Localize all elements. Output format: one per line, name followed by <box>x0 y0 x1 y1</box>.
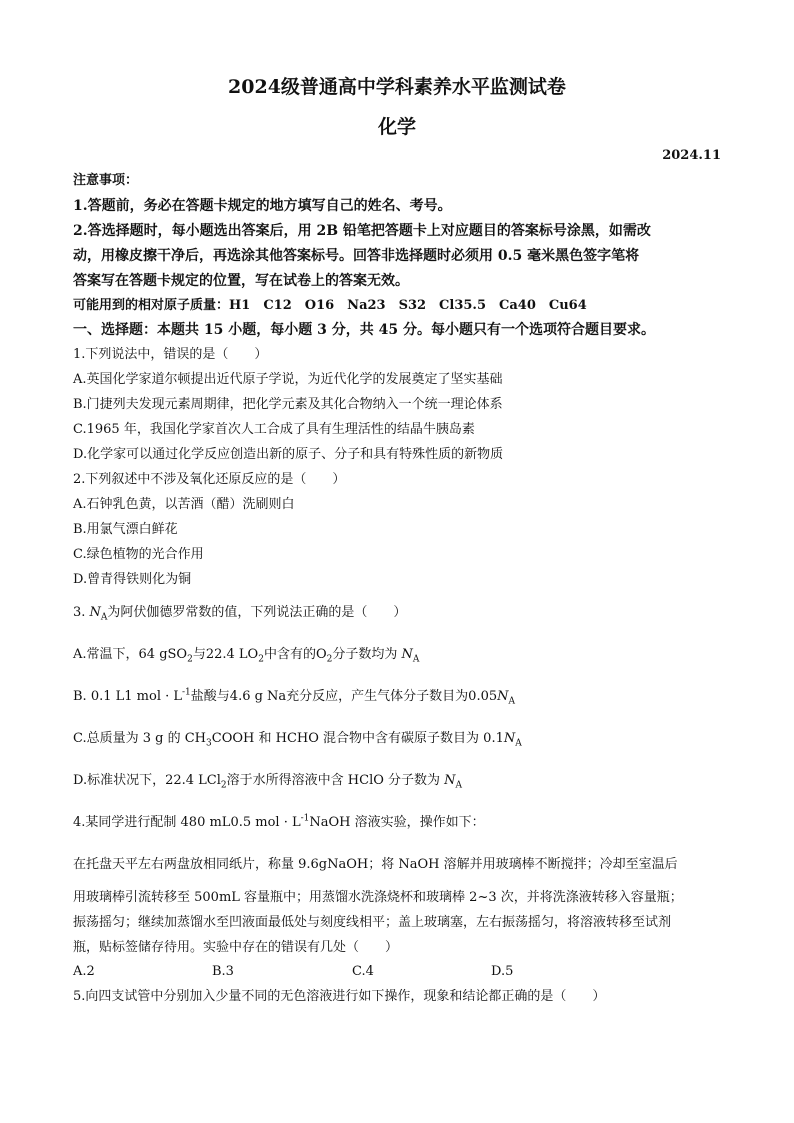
note-2-line-3: 答案写在答题卡规定的位置，写在试卷上的答案无效。 <box>73 273 409 289</box>
q4-option-c: C.4 <box>352 964 374 979</box>
section-1-heading: 一、选择题：本题共 15 小题，每小题 3 分，共 45 分。每小题只有一个选项符合题目要求。 <box>73 322 655 338</box>
notes-heading: 注意事项： <box>73 173 139 188</box>
q4-paragraph-line-4: 瓶，贴标签储存待用。实验中存在的错误有几处（ ） <box>73 940 399 955</box>
q2-option-b: B.用氯气漂白鲜花 <box>73 522 178 537</box>
q3-option-c: C.总质量为 3 g 的 $CH_3COOH$ 和 HCHO 混合物中含有碳原子数目为 $0.1N_A$ <box>73 731 522 749</box>
exam-date: 2024.11 <box>662 148 721 163</box>
note-2-line-1: 2.答选择题时，每小题选出答案后，用 2B 铅笔把答题卡上对应题目的答案标号涂黑，如需改 <box>73 223 651 239</box>
exam-title: 2024级普通高中学科素养水平监测试卷 <box>228 76 566 98</box>
q1-option-c: C.1965 年，我国化学家首次人工合成了具有生理活性的结晶牛胰岛素 <box>73 422 475 437</box>
q3-option-d: D.标准状况下，22.4 LCl$_2$溶于水所得溶液中含 HClO 分子数为 $N_A$ <box>73 773 463 791</box>
q1-stem: 1.下列说法中，错误的是（ ） <box>73 347 268 362</box>
q4-paragraph-line-3: 振荡摇匀；继续加蒸馏水至凹液面最低处与刻度线相平；盖上玻璃塞，左右振荡摇匀，将溶液转移至试剂 <box>73 915 672 930</box>
q3-option-b: B. 0.1 L1 mol · $L^{-1}$盐酸与4.6 g Na充分反应，产生气体分子数目为$0.05N_A$ <box>73 687 516 707</box>
q4-paragraph-line-2: 用玻璃棒引流转移至 500mL 容量瓶中；用蒸馏水洗涤烧杯和玻璃棒 2~3 次，并将洗涤液转移入容量瓶； <box>73 890 683 905</box>
q2-option-a: A.石钟乳色黄，以苦酒（醋）洗刷则白 <box>73 497 295 512</box>
q1-option-b: B.门捷列夫发现元素周期律，把化学元素及其化合物纳入一个统一理论体系 <box>73 397 503 412</box>
q2-option-c: C.绿色植物的光合作用 <box>73 547 204 562</box>
q1-option-d: D.化学家可以通过化学反应创造出新的原子、分子和具有特殊性质的新物质 <box>73 447 504 462</box>
q2-option-d: D.曾青得铁则化为铜 <box>73 572 192 587</box>
q4-option-d: D.5 <box>491 964 514 979</box>
q4-option-a: A.2 <box>73 964 95 979</box>
q3-option-a: A.常温下，64 gSO$_2$与22.4 $LO_2$中含有的$O_2$分子数均为 $N_A$ <box>73 647 420 665</box>
q5-stem: 5.向四支试管中分别加入少量不同的无色溶液进行如下操作，现象和结论都正确的是（ ） <box>73 989 606 1004</box>
note-1: 1.答题前，务必在答题卡规定的地方填写自己的姓名、考号。 <box>73 198 452 214</box>
q2-stem: 2.下列叙述中不涉及氧化还原反应的是（ ） <box>73 472 346 487</box>
q4-paragraph-line-1: 在托盘天平左右两盘放相同纸片，称量 9.6gNaOH；将 NaOH 溶解并用玻璃棒不断搅拌；冷却至室温后 <box>73 857 678 872</box>
q4-option-b: B.3 <box>212 964 234 979</box>
q4-stem: 4.某同学进行配制 480 mL0.5 mol · $L^{-1}NaOH$ 溶液实验，操作如下： <box>73 813 485 830</box>
atomic-masses: 可能用到的相对原子质量：H1 C12 O16 Na23 S32 Cl35.5 Ca40 Cu64 <box>73 298 587 313</box>
q3-stem: 3. $N_A$为阿伏伽德罗常数的值，下列说法正确的是（ ） <box>73 605 407 623</box>
q1-option-a: A.英国化学家道尔顿提出近代原子学说，为近代化学的发展奠定了坚实基础 <box>73 372 503 387</box>
subject-title: 化学 <box>377 116 416 138</box>
note-2-line-2: 动，用橡皮擦干净后，再选涂其他答案标号。回答非选择题时必须用 0.5 毫米黑色签字笔将 <box>73 248 640 264</box>
